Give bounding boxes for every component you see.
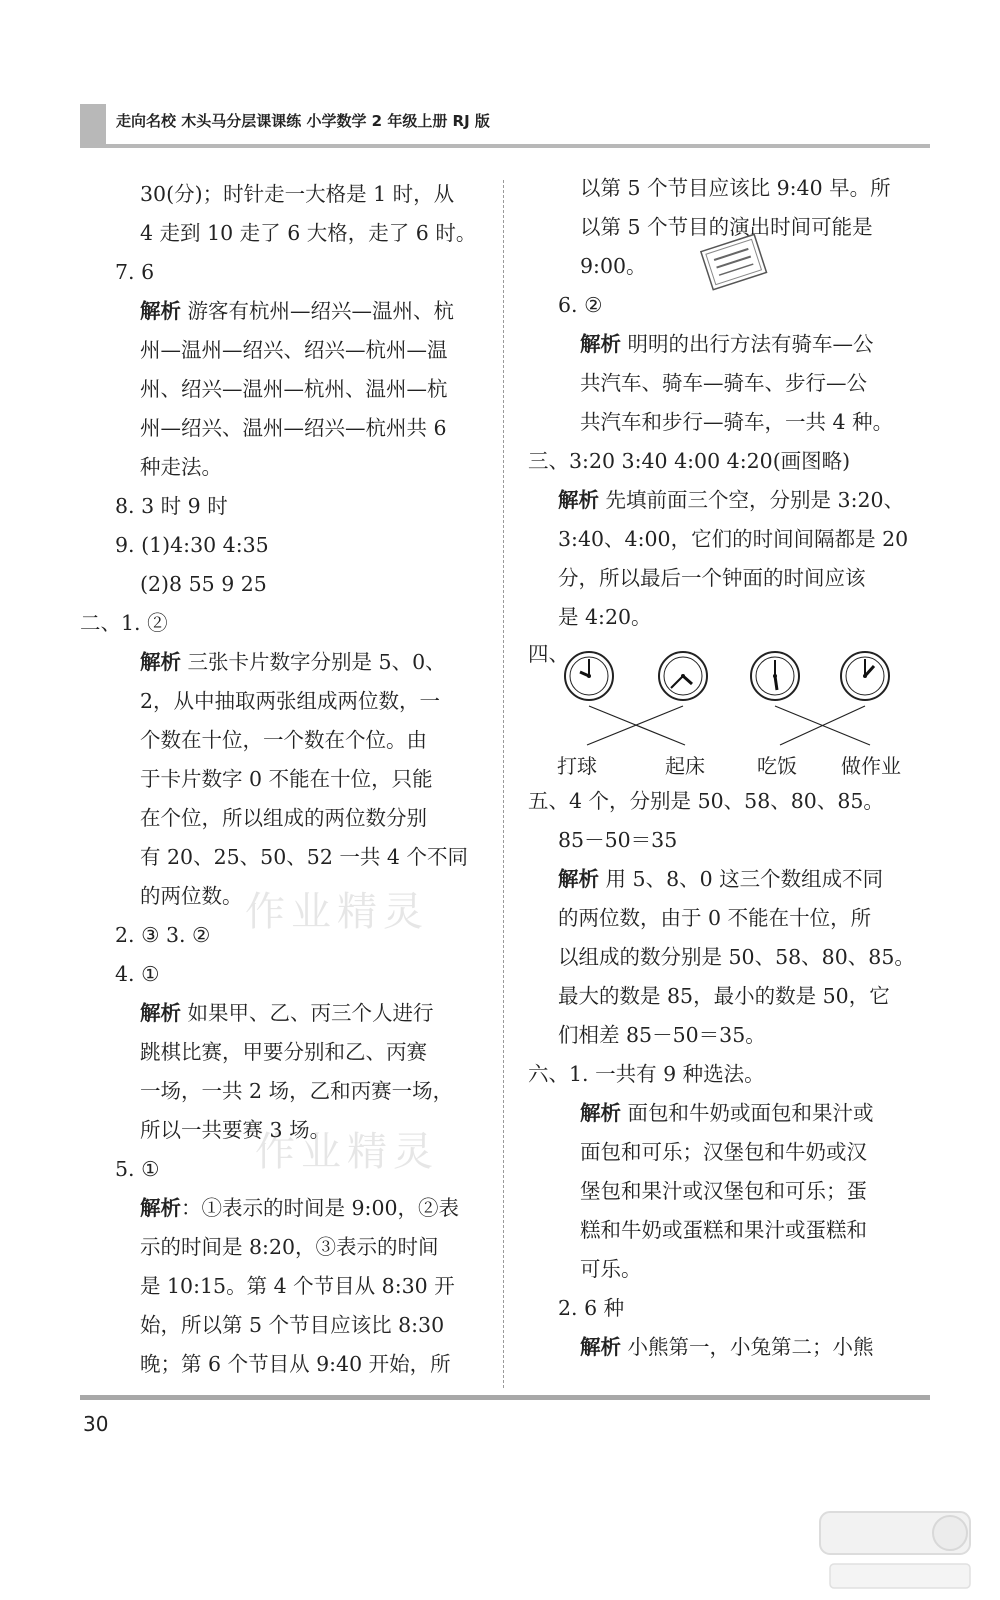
stamp-graphic bbox=[698, 232, 770, 294]
analysis-line: 解析 小熊第一，小兔第二；小熊 bbox=[580, 1335, 874, 1359]
analysis-label: 解析 bbox=[580, 1335, 621, 1359]
text-line: 所以一共要赛 3 场。 bbox=[140, 1118, 331, 1142]
text-line: 共汽车和步行—骑车，一共 4 种。 bbox=[580, 410, 894, 434]
text-line: 州、绍兴—温州—杭州、温州—杭 bbox=[140, 377, 448, 401]
text-line: 一场，一共 2 场，乙和丙赛一场， bbox=[140, 1079, 454, 1103]
clock-matching-figure bbox=[528, 640, 935, 790]
clock-label: 打球 bbox=[557, 754, 597, 778]
text-line: 分，所以最后一个钟面的时间应该 bbox=[558, 566, 866, 590]
text-line: 示的时间是 8:20，③表示的时间 bbox=[140, 1235, 439, 1259]
text-line: 种走法。 bbox=[140, 455, 222, 479]
text-line: 的两位数，由于 0 不能在十位，所 bbox=[558, 906, 872, 930]
watermark-text: 作业精灵 bbox=[245, 889, 429, 935]
answer-line: 9. (1)4:30 4:35 bbox=[115, 533, 269, 557]
analysis-label: 解析 bbox=[580, 1101, 621, 1125]
text-line: 在个位，所以组成的两位数分别 bbox=[140, 806, 427, 830]
clock-label: 做作业 bbox=[841, 754, 901, 778]
answer-line: 2. 6 种 bbox=[558, 1296, 625, 1320]
analysis-label: 解析 bbox=[558, 488, 599, 512]
analysis-label: 解析 bbox=[140, 1196, 181, 1220]
text-line: 共汽车、骑车—骑车、步行—公 bbox=[580, 371, 867, 395]
text-line: 最大的数是 85，最小的数是 50，它 bbox=[558, 984, 890, 1008]
text-line: 9:00。 bbox=[580, 254, 647, 278]
answer-line: 4. ① bbox=[115, 962, 160, 986]
watermark-text: 作业精灵 bbox=[255, 1129, 439, 1175]
text-line: 3:40、4:00，它们的时间间隔都是 20 bbox=[558, 527, 909, 551]
text-line: 85－50＝35 bbox=[558, 828, 678, 852]
analysis-label: 解析 bbox=[140, 299, 181, 323]
text-line: 2，从中抽取两张组成两位数，一 bbox=[140, 689, 441, 713]
text-line: 是 4:20。 bbox=[558, 605, 652, 629]
text-line: 堡包和果汁或汉堡包和可乐；蛋 bbox=[580, 1179, 867, 1203]
analysis-label: 解析 bbox=[140, 650, 181, 674]
text-line: 个数在十位，一个数在个位。由 bbox=[140, 728, 427, 752]
analysis-label: 解析 bbox=[558, 867, 599, 891]
text-line: 的两位数。 bbox=[140, 884, 243, 908]
answer-line: 5. ① bbox=[115, 1157, 160, 1181]
text-line: 始，所以第 5 个节目应该比 8:30 bbox=[140, 1313, 445, 1337]
text-line: 州—温州—绍兴、绍兴—杭州—温 bbox=[140, 338, 448, 362]
analysis-label: 解析 bbox=[580, 332, 621, 356]
answer-line: 6. ② bbox=[558, 293, 603, 317]
header-title: 走向名校 木头马分层课课练 小学数学 2 年级上册 RJ 版 bbox=[116, 112, 490, 130]
column-divider bbox=[503, 180, 504, 1388]
text-line: 糕和牛奶或蛋糕和果汁或蛋糕和 bbox=[580, 1218, 867, 1242]
analysis-line: 解析 明明的出行方法有骑车—公 bbox=[580, 332, 874, 356]
text-line: 4 走到 10 走了 6 大格，走了 6 时。 bbox=[140, 221, 477, 245]
analysis-line: 解析：①表示的时间是 9:00，②表 bbox=[140, 1196, 460, 1220]
clock-label: 起床 bbox=[665, 754, 705, 778]
text-line: 晚；第 6 个节目从 9:40 开始，所 bbox=[140, 1352, 451, 1376]
text-line: 30(分)；时针走一大格是 1 时，从 bbox=[140, 182, 455, 206]
text-line: 们相差 85－50＝35。 bbox=[558, 1023, 766, 1047]
section-line: 三、3:20 3:40 4:00 4:20(画图略) bbox=[528, 449, 851, 473]
answer-line: (2)8 55 9 25 bbox=[140, 572, 267, 596]
text-line: 可乐。 bbox=[580, 1257, 642, 1281]
section-line: 六、1. 一共有 9 种选法。 bbox=[528, 1062, 765, 1086]
answer-line: 8. 3 时 9 时 bbox=[115, 494, 228, 518]
text-line: 是 10:15。第 4 个节目从 8:30 开 bbox=[140, 1274, 455, 1298]
text-line: 面包和可乐；汉堡包和牛奶或汉 bbox=[580, 1140, 867, 1164]
section-line: 五、4 个，分别是 50、58、80、85。 bbox=[528, 789, 884, 813]
text-line: 以第 5 个节目的演出时间可能是 bbox=[580, 215, 873, 239]
analysis-line: 解析 面包和牛奶或面包和果汁或 bbox=[580, 1101, 874, 1125]
section-label: 四、 bbox=[528, 642, 569, 666]
analysis-line: 解析 先填前面三个空，分别是 3:20、 bbox=[558, 488, 905, 512]
text-line: 以第 5 个节目应该比 9:40 早。所 bbox=[580, 176, 891, 200]
section-line: 二、1. ② bbox=[80, 611, 168, 635]
page-number: 30 bbox=[83, 1412, 109, 1436]
text-line: 州—绍兴、温州—绍兴—杭州共 6 bbox=[140, 416, 447, 440]
analysis-line: 解析 游客有杭州—绍兴—温州、杭 bbox=[140, 299, 455, 323]
answer-line: 2. ③ 3. ② bbox=[115, 923, 211, 947]
footer-rule bbox=[80, 1395, 930, 1400]
analysis-line: 解析 如果甲、乙、丙三个人进行 bbox=[140, 1001, 434, 1025]
header-block bbox=[80, 104, 106, 144]
analysis-label: 解析 bbox=[140, 1001, 181, 1025]
text-line: 于卡片数字 0 不能在十位，只能 bbox=[140, 767, 433, 791]
header-rule bbox=[80, 144, 930, 148]
analysis-line: 解析 用 5、8、0 这三个数组成不同 bbox=[558, 867, 884, 891]
answer-line: 7. 6 bbox=[115, 260, 155, 284]
running-header bbox=[80, 104, 930, 148]
clock-label: 吃饭 bbox=[757, 754, 797, 778]
text-line: 有 20、25、50、52 一共 4 个不同 bbox=[140, 845, 468, 869]
text-line: 跳棋比赛，甲要分别和乙、丙赛 bbox=[140, 1040, 427, 1064]
analysis-line: 解析 三张卡片数字分别是 5、0、 bbox=[140, 650, 446, 674]
corner-logo bbox=[810, 1498, 980, 1598]
text-line: 以组成的数分别是 50、58、80、85。 bbox=[558, 945, 915, 969]
